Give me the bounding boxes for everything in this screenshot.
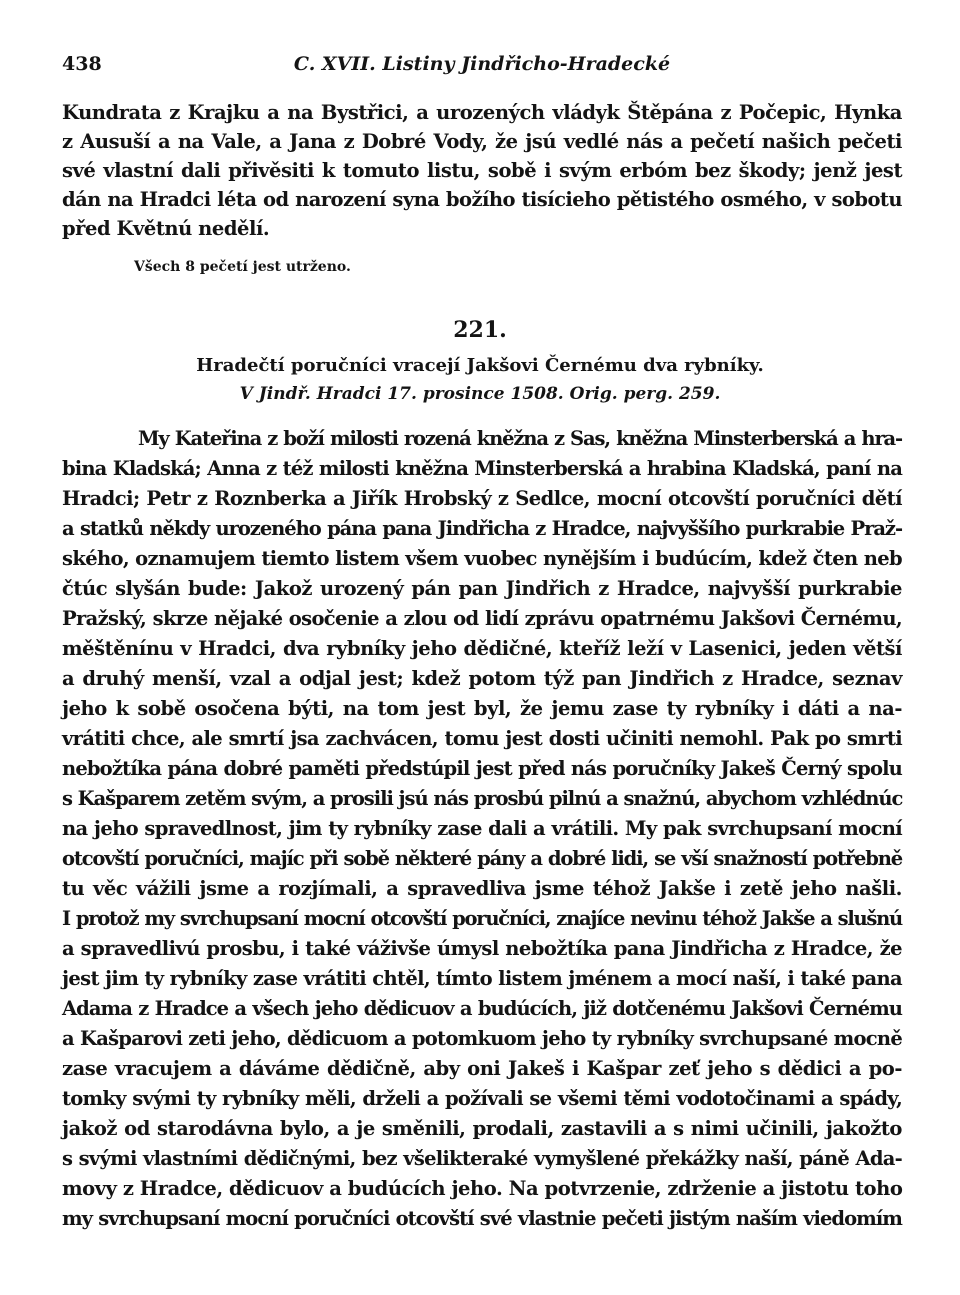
text-line: dán na Hradci léta od narození syna božího tisícieho pětistého osmého, v sobotu	[62, 188, 902, 211]
page-number: 438	[62, 53, 102, 75]
text-line: jeho k sobě osočena býti, na tom jest byl, že jemu zase ty rybníky i dáti a na-	[62, 697, 902, 720]
text-line: s svými vlastními dědičnými, bez všelikteraké vymyšlené překážky naší, páně Ada-	[62, 1147, 902, 1170]
text-line: s Kašparem zetěm svým, a prosili jsú nás prosbú pilnú a snažnú, abychom vzhlédnúc	[62, 787, 903, 810]
text-line: bina Kladská; Anna z též milosti kněžna Minsterberská a hrabina Kladská, paní na	[62, 457, 902, 480]
seal-note: Všech 8 pečetí jest utrženo.	[134, 259, 351, 275]
text-line: Pražský, skrze nějaké osočenie a zlou od lidí zprávu opatrnému Jakšovi Černému,	[62, 607, 902, 630]
text-line: tomky svými ty rybníky měli, drželi a požívali se všemi těmi vodotočinami a spády,	[62, 1087, 902, 1110]
text-line: před Květnú nedělí.	[62, 217, 270, 240]
running-head: C. XVII. Listiny Jindřicho-Hradecké	[293, 53, 671, 75]
text-line: vrátiti chce, ale smrtí jsa zachvácen, tomu jest dosti učiniti nemohl. Pak po smrti	[62, 727, 902, 750]
text-line: Hradci; Petr z Roznberka a Jiřík Hrobský z Sedlce, mocní otcovští poručníci dětí	[62, 487, 902, 510]
text-line: a Kašparovi zeti jeho, dědicuom a potomkuom jeho ty rybníky svrchupsané mocně	[62, 1027, 902, 1050]
text-line: své vlastní dali přivěsiti k tomuto listu, sobě i svým erbóm bez škody; jenž jest	[62, 159, 902, 182]
page-header	[62, 50, 902, 78]
text-line: z Ausuší a na Vale, a Jana z Dobré Vody, že jsú vedlé nás a pečetí našich pečeti	[62, 130, 902, 153]
text-line: a druhý menší, vzal a odjal jest; kdež potom týž pan Jindřich z Hradce, seznav	[62, 667, 902, 690]
text-line: nebožtíka pána dobré paměti předstúpil jest před nás poručníky Jakeš Černý spolu	[62, 757, 902, 780]
text-line: movy z Hradce, dědicuov a budúcích jeho. Na potvrzenie, zdrženie a jistotu toho	[62, 1177, 903, 1200]
text-line: zase vracujem a dáváme dědičně, aby oni Jakeš i Kašpar zeť jeho s dědici a po-	[62, 1057, 902, 1080]
document-source: V Jindř. Hradci 17. prosince 1508. Orig. perg. 259.	[239, 384, 721, 404]
text-line: My Kateřina z boží milosti rozená kněžna z Sas, kněžna Minsterberská a hra-	[138, 427, 902, 450]
text-line: a statků někdy urozeného pána pana Jindřicha z Hradce, najvyššího purkrabie Praž-	[62, 517, 902, 540]
text-line: čtúc slyšán bude: Jakož urozený pán pan Jindřich z Hradce, najvyšší purkrabie	[62, 577, 902, 600]
text-line: na jeho spravedlnost, jim ty rybníky zase dali a vrátili. My pak svrchupsaní mocní	[62, 817, 902, 840]
text-line: měštěnínu v Hradci, dva rybníky jeho dědičné, kteříž leží v Lasenici, jeden větší	[62, 637, 902, 660]
text-line: otcovští poručníci, majíc při sobě některé pány a dobré lidi, se vší snažností potřebně	[62, 847, 902, 870]
text-line: ského, oznamujem tiemto listem všem vuobec nynějším i budúcím, kdež čten neb	[62, 547, 902, 570]
document-summary: Hradečtí poručníci vracejí Jakšovi Černému dva rybníky.	[196, 355, 764, 376]
text-line: jest jim ty rybníky zase vrátiti chtěl, tímto listem jménem a mocí naší, i také pana	[62, 967, 902, 990]
text-line: a spravedlivú prosbu, i také váživše úmysl nebožtíka pana Jindřicha z Hradce, že	[62, 937, 902, 960]
text-line: Adama z Hradce a všech jeho dědicuov a budúcích, již dotčenému Jakšovi Černému	[62, 997, 902, 1020]
text-line: Kundrata z Krajku a na Bystřici, a urozených vládyk Štěpána z Počepic, Hynka	[62, 101, 902, 124]
text-line: I protož my svrchupsaní mocní otcovští poručníci, znajíce nevinu téhož Jakše a slušnú	[62, 907, 902, 930]
document-number: 221.	[453, 317, 507, 343]
text-line: jakož od starodávna bylo, a je směnili, prodali, zastavili a s nimi učinili, jakožto	[62, 1117, 902, 1140]
text-line: my svrchupsaní mocní poručníci otcovští své vlastnie pečeti jistým naším viedomím	[62, 1207, 902, 1230]
text-line: tu věc vážili jsme a rozjímali, a spravedliva jsme téhož Jakše i zetě jeho našli.	[62, 877, 902, 900]
